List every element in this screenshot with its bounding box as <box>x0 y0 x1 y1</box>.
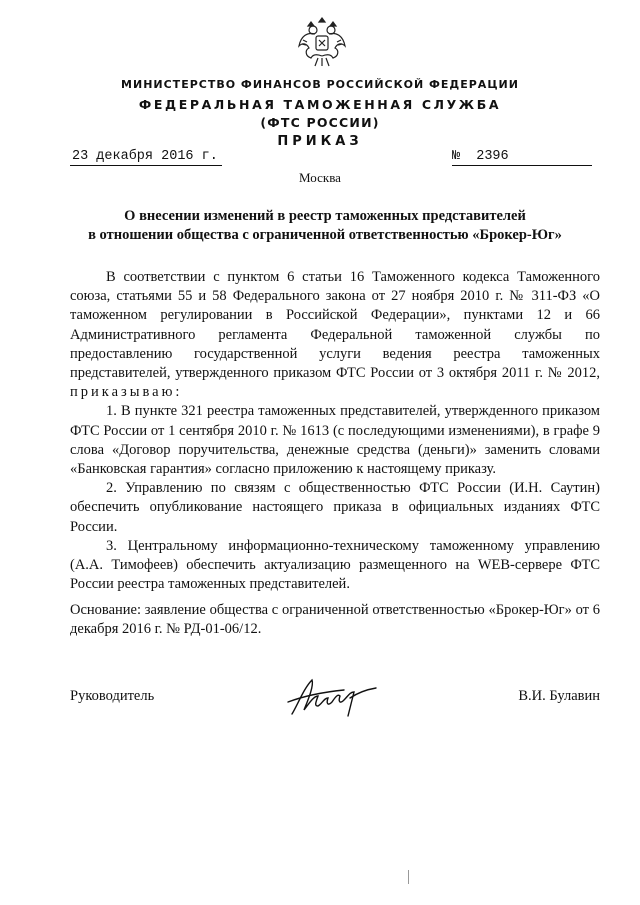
ministry-heading: МИНИСТЕРСТВО ФИНАНСОВ РОССИЙСКОЙ ФЕДЕРАЦИИ <box>121 78 519 91</box>
order-item-3: 3. Центральному информационно-техническому таможенному управлению (А.А. Тимофеев) обеспечить актуализацию размещенного на WEB-сервере ФТС России реестра таможенных представителей. <box>70 537 600 593</box>
order-number: 2396 <box>476 149 509 164</box>
signatory-role: Руководитель <box>70 688 155 704</box>
title-line-2: в отношении общества с ограниченной ответственностью «Брокер-Юг» <box>88 227 562 243</box>
coat-of-arms-icon <box>297 12 347 68</box>
order-item-1: 1. В пункте 321 реестра таможенных представителей, утвержденного приказом ФТС России от 1 сентября 2010 г. № 1613 (с последующими изменениями), в графе 9 слова «Договор поручительства, денежные средства (деньги)» заменить словами «Банковская гарантия» согласно приложению к настоящему приказу. <box>70 403 600 478</box>
title-line-1: О внесении изменений в реестр таможенных представителей <box>124 208 526 224</box>
handwritten-signature <box>284 674 384 720</box>
preamble-paragraph <box>70 268 600 402</box>
document-type: ПРИКАЗ <box>277 134 363 149</box>
document-title <box>60 207 590 245</box>
service-heading: ФЕДЕРАЛЬНАЯ ТАМОЖЕННАЯ СЛУЖБА <box>138 97 502 112</box>
signatory-name: В.И. Булавин <box>518 688 600 704</box>
scan-mark <box>408 870 409 884</box>
order-number-field <box>452 148 592 166</box>
city: Москва <box>299 170 341 185</box>
order-word: приказываю: <box>70 384 183 401</box>
preamble-text: В соответствии с пунктом 6 статьи 16 Таможенного кодекса Таможенного союза, статьями 55 и 58 Федерального закона от 27 ноября 2010 г. № 311-ФЗ «О таможенном регулировании в Российской Федерации», пунктами 12 и 66 Административного регламента Федеральной таможенной службы по предоставлению государственной услуги ведения реестра таможенных представителей, утвержденного приказом ФТС России от 3 октября 2011 г. № 2012, <box>70 269 600 382</box>
service-short-name: (ФТС РОССИИ) <box>260 115 380 130</box>
order-date: 23 декабря 2016 г. <box>70 148 222 166</box>
document-body <box>70 268 600 594</box>
order-item-2: 2. Управлению по связям с общественностью ФТС России (И.Н. Саутин) обеспечить опубликование настоящего приказа в официальных изданиях ФТС России. <box>70 480 600 535</box>
number-sign: № <box>452 149 461 164</box>
basis-paragraph: Основание: заявление общества с ограниченной ответственностью «Брокер-Юг» от 6 декабря 2016 г. № РД-01-06/12. <box>70 602 600 638</box>
